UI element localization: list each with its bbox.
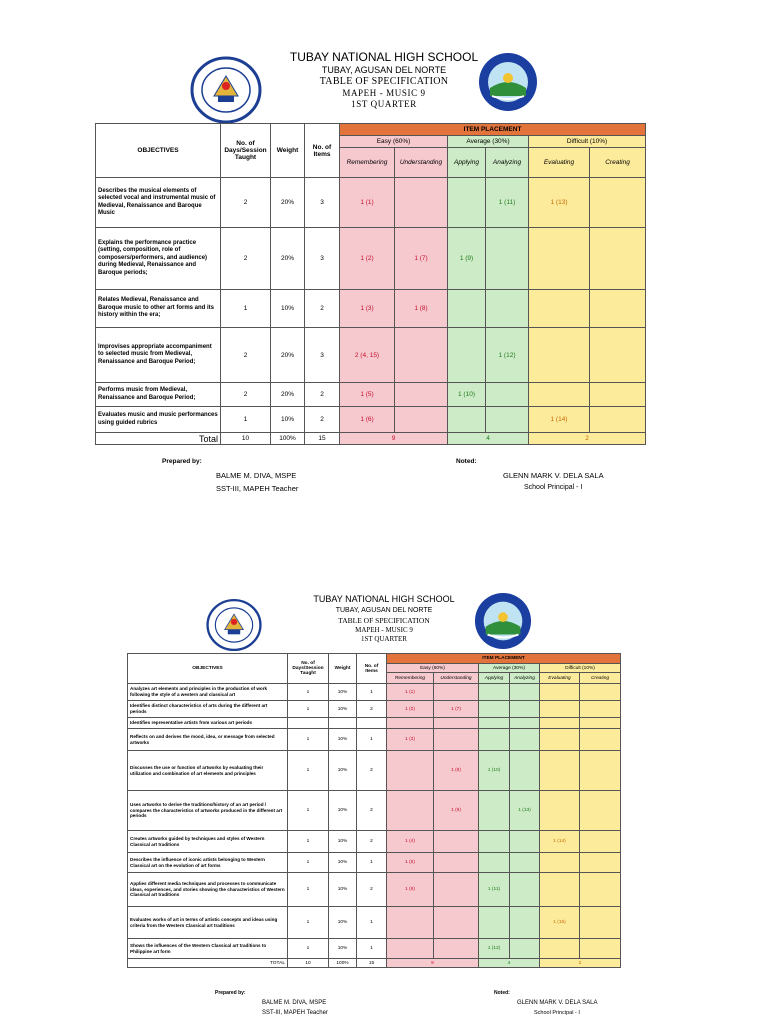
table-row [128,791,621,831]
table-row [128,873,621,907]
table-row [128,853,621,873]
objective-cell: Explains the performance practice (setting, composition, role of composers/performers, and audience) during Medieval, Renaissance and Baroque periods; [96,228,221,290]
header-understanding: Understanding [434,673,479,684]
placement-eva-cell: 1 (15) [540,907,580,939]
weight-cell: 10% [271,407,305,433]
placement-app-cell [448,328,486,383]
placement-ana-cell [486,383,529,407]
weight-cell: 10% [329,853,357,873]
header-average: Average (30%) [479,664,540,673]
placement-und-cell [395,407,448,433]
days-cell: 2 [221,328,271,383]
placement-ana-cell: 1 (12) [486,328,529,383]
days-cell: 1 [288,907,329,939]
header-items: No. of Items [305,124,340,178]
preparer-title: SST-III, MAPEH Teacher [216,484,299,493]
doc-title: TABLE OF SPECIFICATION [338,616,430,625]
placement-app-cell [479,718,510,729]
placement-cre-cell [580,718,621,729]
placement-und-cell: 1 (7) [434,701,479,718]
objective-cell: Analyzes art elements and principles in the production of work following the style of a western and classical art [128,684,288,701]
placement-und-cell [434,831,479,853]
placement-rem-cell [387,718,434,729]
total-weight: 100% [271,433,305,445]
placement-eva-cell: 1 (14) [529,407,590,433]
placement-rem-cell: 2 (4, 15) [340,328,395,383]
days-cell: 1 [221,290,271,328]
objective-cell: Performs music from Medieval, Renaissance and Baroque Period; [96,383,221,407]
placement-app-cell [479,853,510,873]
header-analyzing: Analyzing [486,148,529,178]
days-cell: 1 [288,939,329,959]
table-row [96,290,646,328]
header-remembering: Remembering [340,148,395,178]
placement-und-cell [434,907,479,939]
header-days: No. of Days/Session Taught [221,124,271,178]
objective-cell: Describes the influence of iconic artists belonging to Western Classical art on the evolution of art forms [128,853,288,873]
placement-rem-cell: 1 (3) [387,729,434,751]
placement-app-cell [448,290,486,328]
placement-app-cell: 1 (11) [479,873,510,907]
placement-ana-cell [510,831,540,853]
placement-cre-cell [590,407,646,433]
placement-ana-cell [486,290,529,328]
total-average: 4 [479,959,540,968]
weight-cell: 10% [329,729,357,751]
placement-app-cell: 1 (10) [479,751,510,791]
items-cell: 2 [357,751,387,791]
placement-und-cell: 1 (8) [434,751,479,791]
school-name: TUBAY NATIONAL HIGH SCHOOL [289,50,479,64]
days-cell: 1 [288,873,329,907]
days-cell: 1 [288,751,329,791]
placement-und-cell [434,853,479,873]
placement-und-cell [434,939,479,959]
placement-cre-cell [580,729,621,751]
items-cell: 2 [357,831,387,853]
placement-app-cell [479,791,510,831]
placement-cre-cell [580,791,621,831]
placement-cre-cell [580,831,621,853]
days-cell: 1 [288,729,329,751]
placement-cre-cell [590,178,646,228]
prepared-by-label: Prepared by: [215,990,246,996]
placement-ana-cell [510,873,540,907]
placement-cre-cell [580,939,621,959]
total-items: 15 [305,433,340,445]
total-easy: 9 [340,433,448,445]
placement-ana-cell [486,407,529,433]
objective-cell: Evaluates works of art in terms of artistic concepts and ideas using criteria from the Western Classical art traditions [128,907,288,939]
items-cell: 1 [357,853,387,873]
tos-table [127,653,621,968]
objective-cell: Reflects on and derives the mood, idea, or message from selected artworks [128,729,288,751]
header-remembering: Remembering [387,673,434,684]
principal-title: School Principal - I [534,1010,580,1016]
placement-app-cell: 1 (9) [448,228,486,290]
placement-ana-cell [510,684,540,701]
objective-cell: Describes the musical elements of selected vocal and instrumental music of Medieval, Renaissance and Baroque Music [96,178,221,228]
weight-cell: 10% [329,907,357,939]
placement-eva-cell [529,228,590,290]
placement-ana-cell [510,729,540,751]
table-row [128,729,621,751]
placement-ana-cell: 1 (11) [486,178,529,228]
placement-eva-cell [529,383,590,407]
placement-eva-cell [540,751,580,791]
placement-eva-cell [540,791,580,831]
items-cell: 2 [305,407,340,433]
table-row [128,939,621,959]
placement-rem-cell: 1 (4) [387,831,434,853]
preparer-title: SST-III, MAPEH Teacher [262,1010,328,1016]
placement-rem-cell: 1 (2) [340,228,395,290]
total-weight: 100% [329,959,357,968]
placement-cre-cell [590,383,646,407]
placement-und-cell [395,328,448,383]
placement-rem-cell [387,939,434,959]
placement-rem-cell: 1 (1) [340,178,395,228]
placement-und-cell [434,729,479,751]
placement-ana-cell [486,228,529,290]
total-easy: 9 [387,959,479,968]
placement-ana-cell: 1 (13) [510,791,540,831]
items-cell: 2 [357,791,387,831]
items-cell: 1 [357,684,387,701]
items-cell: 3 [305,228,340,290]
placement-cre-cell [580,853,621,873]
header-item-placement: ITEM PLACEMENT [340,124,646,136]
total-days: 10 [288,959,329,968]
total-label: Total [96,433,221,445]
placement-ana-cell [510,907,540,939]
table-row [128,684,621,701]
placement-und-cell: 1 (7) [395,228,448,290]
total-label: TOTAL [128,959,288,968]
weight-cell: 20% [271,328,305,383]
weight-cell: 10% [329,701,357,718]
items-cell: 2 [305,383,340,407]
placement-app-cell [479,831,510,853]
placement-app-cell [479,701,510,718]
items-cell: 2 [357,873,387,907]
placement-und-cell [395,383,448,407]
placement-rem-cell: 1 (5) [387,853,434,873]
total-days: 10 [221,433,271,445]
placement-eva-cell [540,684,580,701]
placement-cre-cell [580,684,621,701]
table-row [96,328,646,383]
days-cell: 1 [288,791,329,831]
placement-cre-cell [580,751,621,791]
doc-subject: MAPEH - MUSIC 9 [342,88,426,98]
principal-title: School Principal - I [524,484,583,491]
table-row [128,718,621,729]
weight-cell: 10% [329,831,357,853]
table-row [128,701,621,718]
school-location: TUBAY, AGUSAN DEL NORTE [335,607,433,614]
preparer-name: BALME M. DIVA, MSPE [216,471,297,480]
objective-cell: Applies different media techniques and processes to communicate ideas, experiences, and stories showing the characteristics of Western Classical art traditions [128,873,288,907]
placement-eva-cell [540,718,580,729]
table-row [96,407,646,433]
weight-cell: 20% [271,383,305,407]
header-weight: Weight [271,124,305,178]
placement-rem-cell [387,791,434,831]
objective-cell: Identifies representative artists from various art periods [128,718,288,729]
placement-eva-cell: 1 (14) [540,831,580,853]
placement-cre-cell [580,701,621,718]
weight-cell: 10% [329,873,357,907]
weight-cell [329,718,357,729]
tos-table [95,123,646,445]
table-row [128,831,621,853]
principal-name: GLENN MARK V. DELA SALA [503,471,604,480]
header-difficult: Difficult (10%) [540,664,621,673]
objective-cell: Creates artworks guided by techniques and styles of Western Classical art traditions [128,831,288,853]
placement-cre-cell [580,907,621,939]
days-cell: 1 [288,684,329,701]
header-days: No. of Days/Session Taught [288,654,329,684]
items-cell: 1 [357,729,387,751]
placement-und-cell [434,718,479,729]
doc-title: TABLE OF SPECIFICATION [319,76,449,87]
placement-rem-cell: 1 (1) [387,684,434,701]
placement-rem-cell: 1 (6) [340,407,395,433]
placement-cre-cell [580,873,621,907]
table-row [96,383,646,407]
placement-und-cell [434,873,479,907]
days-cell: 2 [221,228,271,290]
days-cell: 1 [288,701,329,718]
noted-label: Noted: [494,990,510,996]
header-easy: Easy (60%) [387,664,479,673]
placement-eva-cell [540,701,580,718]
school-name: TUBAY NATIONAL HIGH SCHOOL [313,594,455,604]
placement-ana-cell [510,853,540,873]
placement-app-cell [448,178,486,228]
days-cell: 1 [221,407,271,433]
header-weight: Weight [329,654,357,684]
header-creating: Creating [590,148,646,178]
placement-eva-cell [540,873,580,907]
doc-quarter: 1ST QUARTER [351,99,417,109]
objective-cell: Evaluates music and music performances using guided rubrics [96,407,221,433]
preparer-name: BALME M. DIVA, MSPE [262,1000,327,1006]
placement-und-cell [395,178,448,228]
items-cell: 3 [305,328,340,383]
placement-rem-cell [387,751,434,791]
objective-cell: Shows the influences of the Western Classical art traditions to Philippine art form [128,939,288,959]
table-row [128,751,621,791]
days-cell: 1 [288,853,329,873]
header-objectives: OBJECTIVES [96,124,221,178]
placement-app-cell [479,684,510,701]
placement-eva-cell [540,853,580,873]
weight-cell: 10% [329,791,357,831]
total-items: 15 [357,959,387,968]
prepared-by-label: Prepared by: [162,458,202,465]
days-cell: 2 [221,178,271,228]
placement-und-cell: 1 (9) [434,791,479,831]
placement-eva-cell: 1 (13) [529,178,590,228]
placement-cre-cell [590,328,646,383]
weight-cell: 10% [329,751,357,791]
days-cell [288,718,329,729]
placement-rem-cell: 1 (2) [387,701,434,718]
placement-app-cell [479,907,510,939]
days-cell: 2 [221,383,271,407]
doc-quarter: 1ST QUARTER [361,635,407,643]
header-evaluating: Evaluating [529,148,590,178]
total-difficult: 2 [540,959,621,968]
placement-cre-cell [590,290,646,328]
placement-cre-cell [590,228,646,290]
placement-eva-cell [540,939,580,959]
total-difficult: 2 [529,433,646,445]
items-cell: 2 [305,290,340,328]
items-cell: 1 [357,907,387,939]
objective-cell: Uses artworks to derive the traditions/history of an art period / compares the characteristics of artworks produced in the different art periods [128,791,288,831]
placement-ana-cell [510,718,540,729]
weight-cell: 20% [271,178,305,228]
principal-name: GLENN MARK V. DELA SALA [517,1000,598,1006]
placement-und-cell: 1 (8) [395,290,448,328]
doc-subject: MAPEH - MUSIC 9 [355,626,413,634]
placement-app-cell: 1 (10) [448,383,486,407]
objective-cell: Relates Medieval, Renaissance and Baroque music to other art forms and its history within the era; [96,290,221,328]
total-average: 4 [448,433,529,445]
placement-eva-cell [529,290,590,328]
header-item-placement: ITEM PLACEMENT [387,654,621,664]
weight-cell: 10% [329,684,357,701]
items-cell: 2 [357,701,387,718]
placement-rem-cell: 1 (5) [340,383,395,407]
placement-rem-cell: 1 (3) [340,290,395,328]
header-applying: Applying [448,148,486,178]
placement-app-cell: 1 (12) [479,939,510,959]
header-objectives: OBJECTIVES [128,654,288,684]
header-analyzing: Analyzing [510,673,540,684]
placement-eva-cell [540,729,580,751]
header-average: Average (30%) [448,136,529,148]
header-creating: Creating [580,673,621,684]
items-cell: 3 [305,178,340,228]
header-applying: Applying [479,673,510,684]
placement-eva-cell [529,328,590,383]
days-cell: 1 [288,831,329,853]
header-difficult: Difficult (10%) [529,136,646,148]
table-row [128,907,621,939]
school-location: TUBAY, AGUSAN DEL NORTE [321,65,447,75]
items-cell [357,718,387,729]
header-items: No. of Items [357,654,387,684]
placement-und-cell [434,684,479,701]
placement-rem-cell [387,907,434,939]
weight-cell: 10% [329,939,357,959]
placement-app-cell [448,407,486,433]
placement-ana-cell [510,939,540,959]
objective-cell: Discusses the use or function of artworks by evaluating their utilization and combination of art elements and principles [128,751,288,791]
header-understanding: Understanding [395,148,448,178]
objective-cell: Identifies distinct characteristics of arts during the different art periods [128,701,288,718]
table-row [96,228,646,290]
total-row [96,433,646,445]
weight-cell: 20% [271,228,305,290]
placement-rem-cell: 1 (6) [387,873,434,907]
header-evaluating: Evaluating [540,673,580,684]
placement-app-cell [479,729,510,751]
items-cell: 1 [357,939,387,959]
header-easy: Easy (60%) [340,136,448,148]
weight-cell: 10% [271,290,305,328]
total-row [128,959,621,968]
placement-ana-cell [510,751,540,791]
noted-label: Noted: [456,458,477,465]
placement-ana-cell [510,701,540,718]
objective-cell: Improvises appropriate accompaniment to selected music from Medieval, Renaissance and Baroque Period; [96,328,221,383]
table-row [96,178,646,228]
